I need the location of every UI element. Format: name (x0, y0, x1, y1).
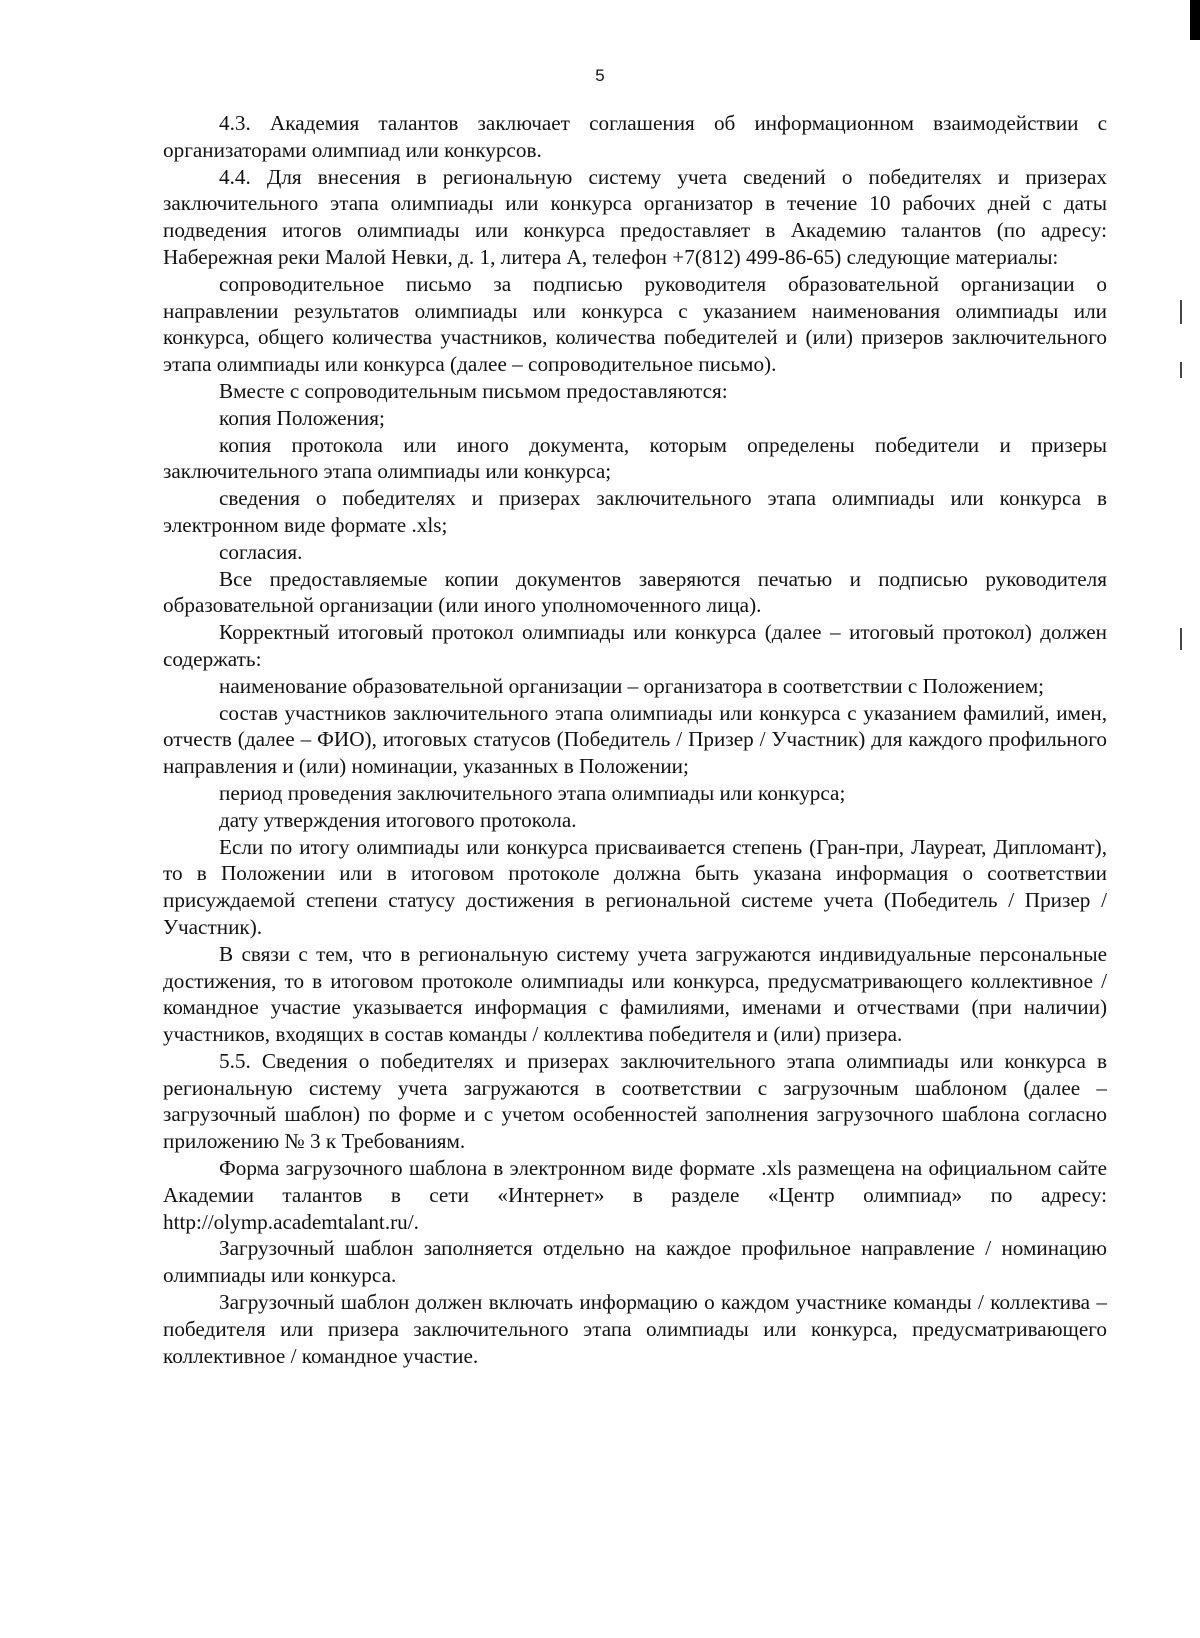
scan-artifact (1180, 362, 1182, 378)
paragraph-team: В связи с тем, что в региональную систему учета загружаются индивидуальные персональные достижения, то в итоговом протоколе олимпиады или конкурса, предусматривающего коллективное / командное участие указывается информация с фамилиями, именами и отчествами (при наличии) участников, входящих в состав команды / коллектива победителя и (или) призера. (163, 941, 1107, 1047)
paragraph-template-form: Форма загрузочного шаблона в электронном виде формате .xls размещена на официальном сайте Академии талантов в сети «Интернет» в разделе «Центр олимпиад» по адресу: http://olymp.academtalant.ru/. (163, 1156, 1107, 1234)
list-item: период проведения заключительного этапа олимпиады или конкурса; (219, 780, 846, 805)
list-item: сведения о победителях и призерах заключительного этапа олимпиады или конкурса в электронном виде формате .xls; (163, 486, 1107, 537)
document-body (163, 110, 1107, 1369)
page-number: 5 (595, 66, 605, 85)
list-item: копия протокола или иного документа, которым определены победители и призеры заключительного этапа олимпиады или конкурса; (163, 432, 1107, 484)
paragraph-4-3: 4.3. Академия талантов заключает соглашения об информационном взаимодействии с организаторами олимпиад или конкурсов. (163, 111, 1107, 162)
paragraph-protocol-intro: Корректный итоговый протокол олимпиады или конкурса (далее – итоговый протокол) должен содержать: (163, 620, 1107, 671)
list-item: копия Положения; (219, 405, 385, 430)
list-item: состав участников заключительного этапа олимпиады или конкурса с указанием фамилий, имен, отчеств (далее – ФИО), итоговых статусов (Победитель / Призер / Участник) для каждого профильного направления и (или) номинации, указанных в Положении; (163, 700, 1107, 779)
paragraph-attachments-intro: Вместе с сопроводительным письмом предоставляются: (219, 378, 728, 403)
paragraph-5-5: 5.5. Сведения о победителях и призерах заключительного этапа олимпиады или конкурса в региональную систему учета загружаются в соответствии с загрузочным шаблоном (далее – загрузочный шаблон) по форме и с учетом особенностей заполнения загрузочного шаблона согласно приложению № 3 к Требованиям. (163, 1048, 1107, 1154)
scan-artifact (1180, 628, 1182, 650)
paragraph-4-4: 4.4. Для внесения в региональную систему учета сведений о победителях и призерах заключительного этапа олимпиады или конкурса организатор в течение 10 рабочих дней с даты подведения итогов олимпиады или конкурса предоставляет в Академию талантов (по адресу: Набережная реки Малой Невки, д. 1, литера А, телефон +7(812) 499-86-65) следующие материалы: (163, 164, 1107, 269)
list-item: дату утверждения итогового протокола. (219, 807, 577, 832)
scan-edge-mark (1190, 0, 1200, 40)
list-item: наименование образовательной организации – организатора в соответствии с Положением; (219, 673, 1044, 698)
paragraph-certification: Все предоставляемые копии документов заверяются печатью и подписью руководителя образовательной организации (или иного уполномоченного лица). (163, 566, 1107, 618)
scan-artifact (1180, 300, 1182, 324)
paragraph-degree: Если по итогу олимпиады или конкурса присваивается степень (Гран-при, Лауреат, Дипломант), то в Положении или в итоговом протоколе должна быть указана информация о соответствии присуждаемой степени статусу достижения в региональной системе учета (Победитель / Призер / Участник). (163, 834, 1107, 939)
paragraph-cover-letter: сопроводительное письмо за подписью руководителя образовательной организации о направлении результатов олимпиады или конкурса с указанием наименования олимпиады или конкурса, общего количества участников, количества победителей и (или) призеров заключительного этапа олимпиады или конкурса (далее – сопроводительное письмо). (163, 271, 1107, 377)
paragraph-template-separate: Загрузочный шаблон заполняется отдельно на каждое профильное направление / номинацию олимпиады или конкурса. (163, 1236, 1107, 1288)
list-item: согласия. (219, 539, 303, 564)
paragraph-template-members: Загрузочный шаблон должен включать информацию о каждом участнике команды / коллектива – победителя или призера заключительного этапа олимпиады или конкурса, предусматривающего коллективное / командное участие. (163, 1290, 1107, 1368)
